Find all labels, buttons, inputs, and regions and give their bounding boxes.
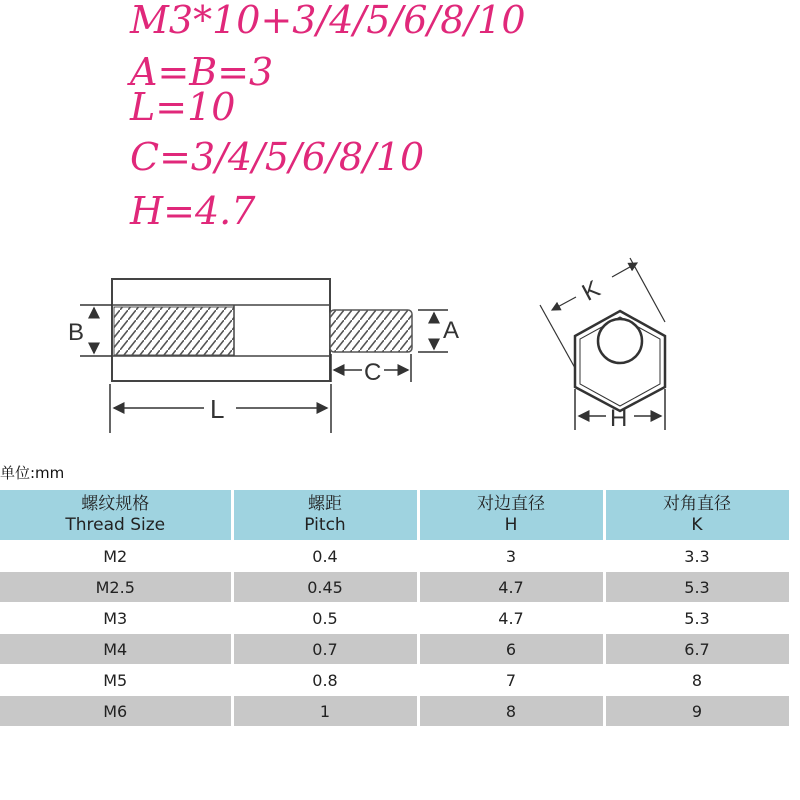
cell-pitch: 0.5 [232,603,418,634]
dimension-a [418,310,459,352]
cell-thread-size: M2 [0,541,232,572]
cell-k: 6.7 [604,634,790,665]
cell-k: 8 [604,665,790,696]
cell-k: 3.3 [604,541,790,572]
hex-end-view [540,258,665,432]
header-k-cn: 对角直径 [663,494,731,514]
table-row [0,696,790,727]
table-header-row [0,490,790,541]
cell-h: 4.7 [418,603,604,634]
header-thread-size-cn: 螺纹规格 [81,494,150,514]
header-h-en: H [504,515,518,535]
unit-label: 单位:mm [0,464,65,482]
header-thread-size [0,490,232,541]
label-c: C [364,359,382,386]
header-pitch-cn: 螺距 [308,494,342,514]
label-k: K [577,275,605,307]
header-thread-size-en: Thread Size [65,515,166,535]
cell-h: 6 [418,634,604,665]
cell-k: 9 [604,696,790,727]
standoff-drawing [0,250,800,450]
cell-h: 3 [418,541,604,572]
dimension-l [110,384,331,433]
cell-k: 5.3 [604,603,790,634]
cell-pitch: 0.8 [232,665,418,696]
label-b: B [68,319,85,346]
table-row [0,603,790,634]
spec-line-model: M3*10+3/4/5/6/8/10 [130,0,526,42]
cell-pitch: 0.7 [232,634,418,665]
spec-line-l: L=10 [130,85,236,129]
cell-h: 4.7 [418,572,604,603]
cell-pitch: 0.45 [232,572,418,603]
label-h: H [610,405,628,432]
cell-k: 5.3 [604,572,790,603]
header-k [604,490,790,541]
table-row [0,541,790,572]
cell-h: 7 [418,665,604,696]
label-a: A [443,317,460,344]
header-pitch-en: Pitch [304,515,346,535]
cell-thread-size: M4 [0,634,232,665]
cell-thread-size: M3 [0,603,232,634]
cell-thread-size: M6 [0,696,232,727]
cell-pitch: 0.4 [232,541,418,572]
dimension-c [331,354,411,386]
dimension-b [68,305,112,356]
cell-thread-size: M5 [0,665,232,696]
header-pitch [232,490,418,541]
spec-line-ab: A=B=3 [130,50,274,94]
table-row [0,572,790,603]
header-h [418,490,604,541]
header-k-en: K [691,515,703,535]
cell-thread-size: M2.5 [0,572,232,603]
thread-size-table [0,490,792,726]
spec-line-h: H=4.7 [130,189,256,233]
cell-pitch: 1 [232,696,418,727]
header-h-cn: 对边直径 [477,494,545,514]
spec-line-c: C=3/4/5/6/8/10 [130,135,425,179]
table-row [0,634,790,665]
label-l: L [210,394,225,424]
cell-h: 8 [418,696,604,727]
table-row [0,665,790,696]
